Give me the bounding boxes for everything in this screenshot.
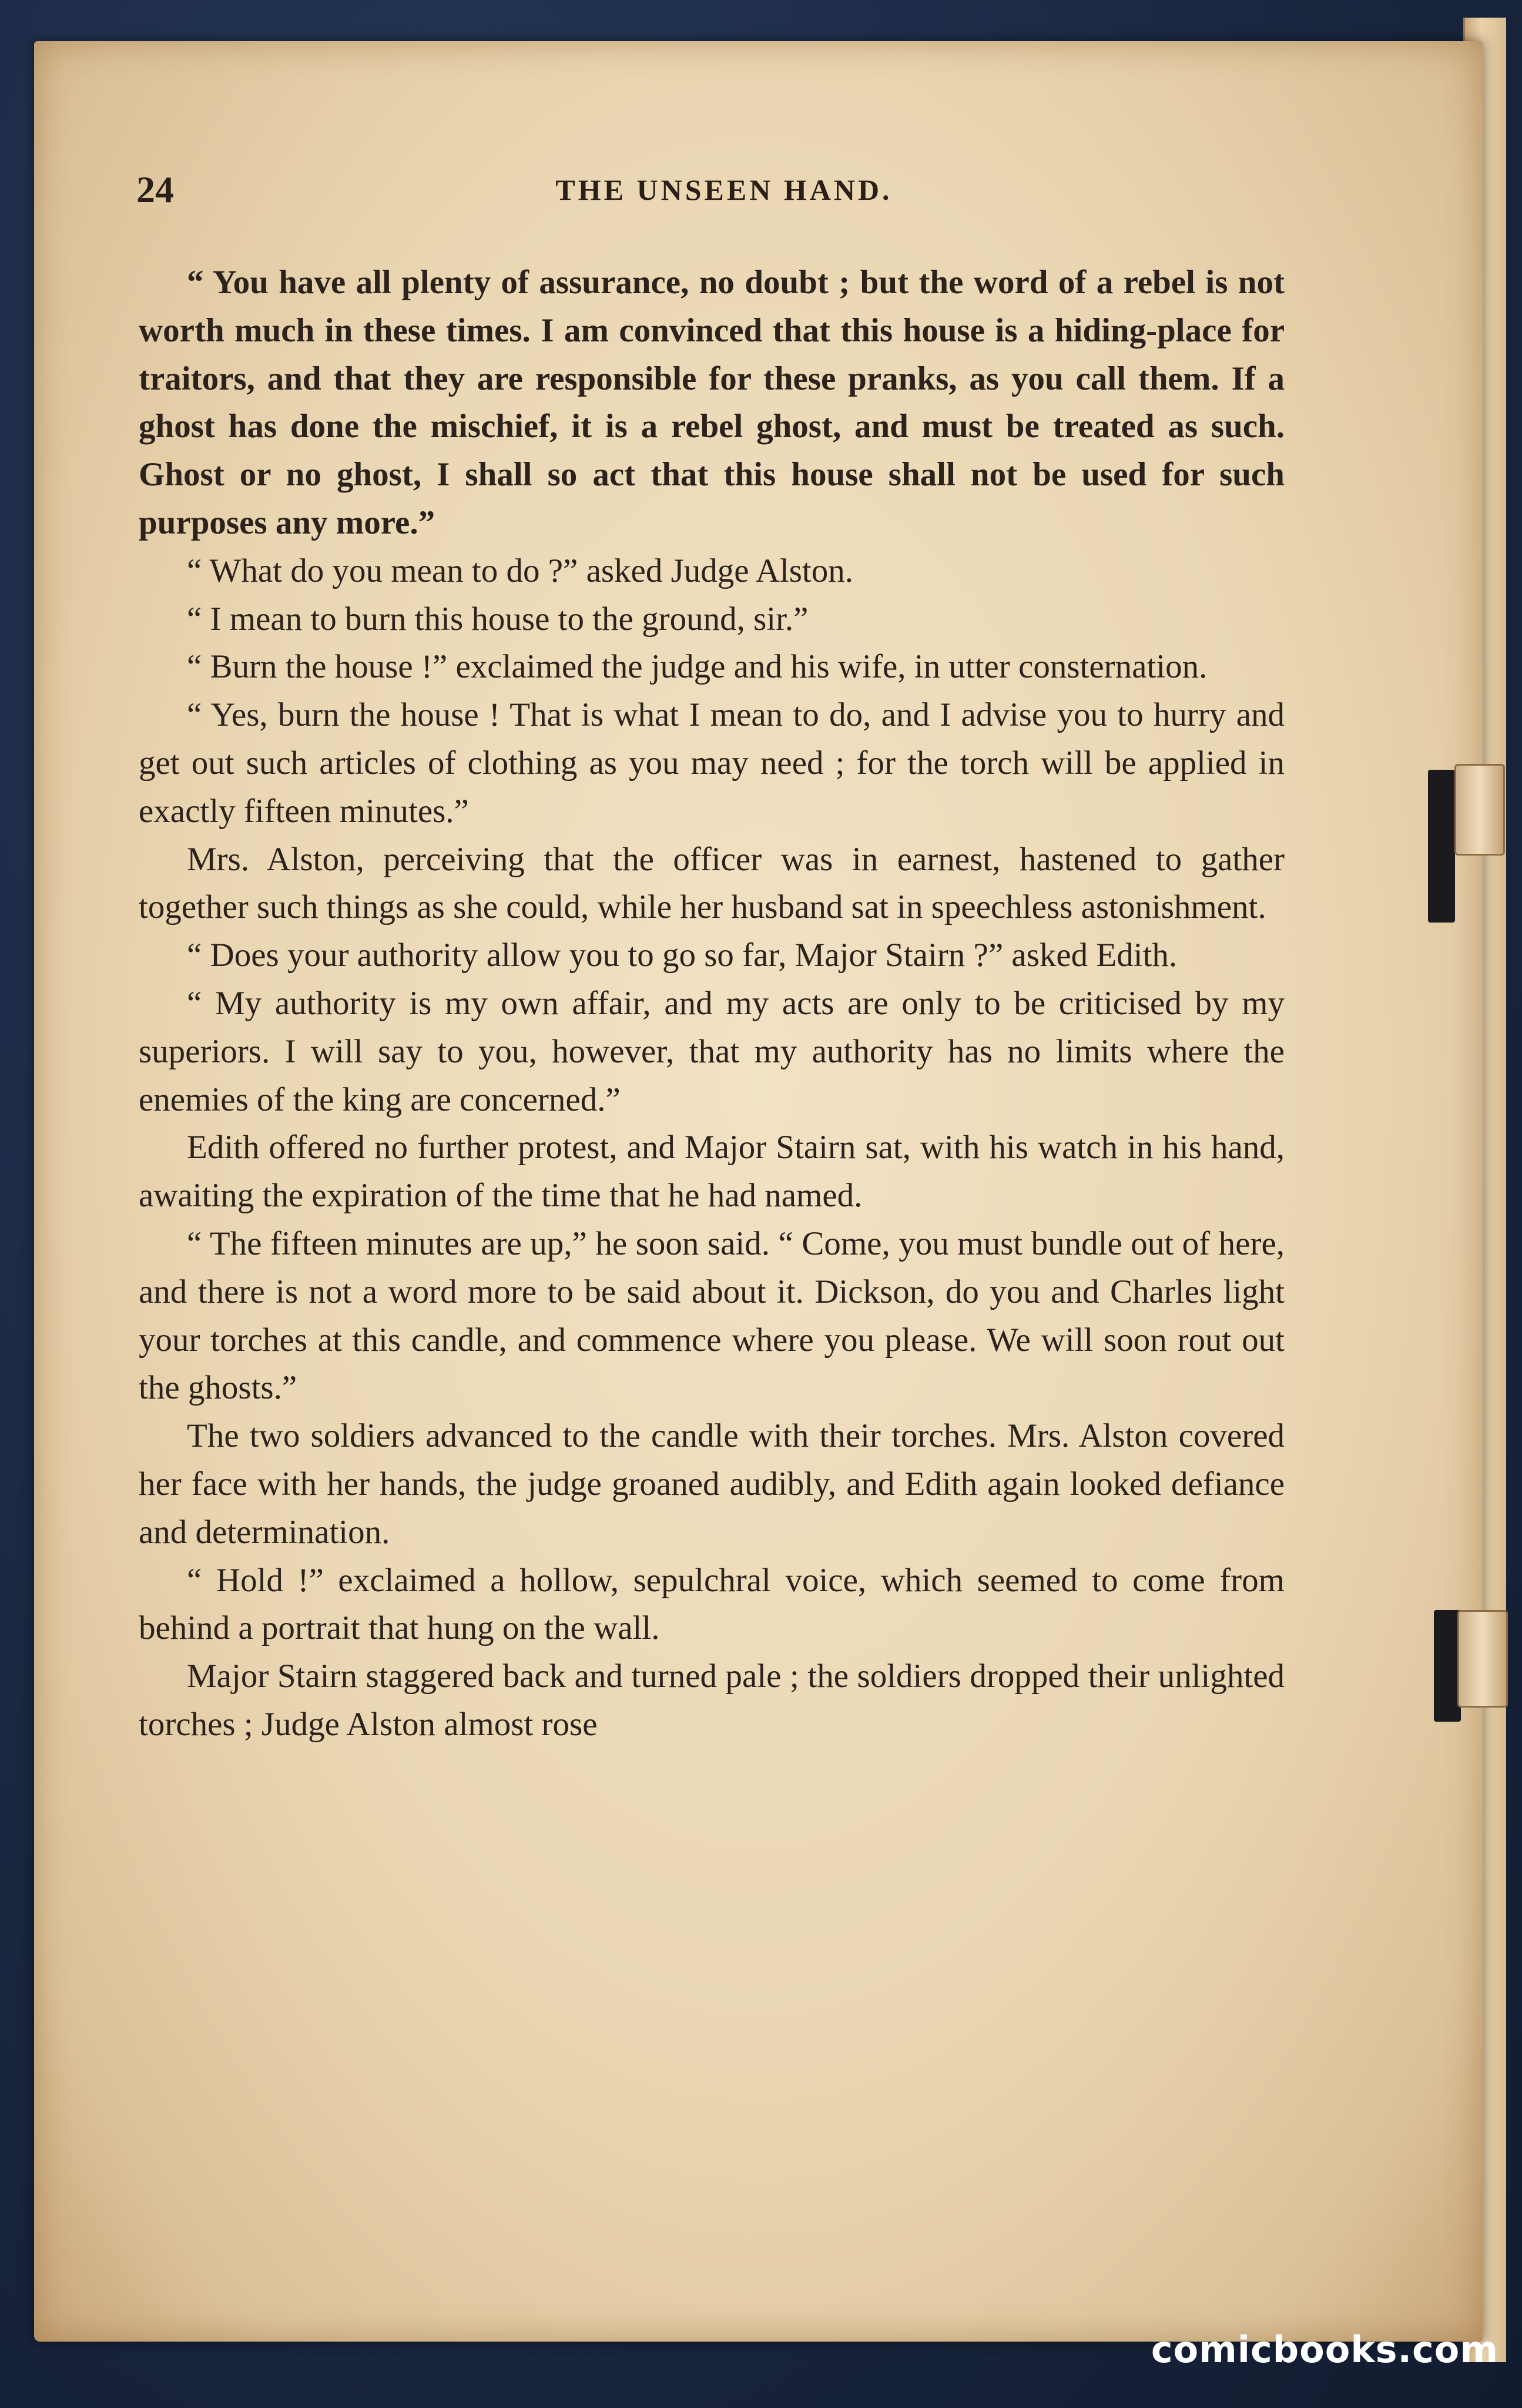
page-number: 24: [136, 169, 174, 210]
paragraph: Edith offered no further protest, and Major Stairn sat, with his watch in his hand, awaiting the expiration of the time that he had named.: [139, 1129, 1285, 1215]
book-title: THE UNSEEN HAND.: [555, 173, 893, 206]
paragraph: The two soldiers advanced to the candle with their torches. Mrs. Alston covered her face with her hands, the judge groaned audibly, and Edith again looked defiance and determination.: [139, 1417, 1285, 1551]
binding-clip-top: [1454, 764, 1505, 856]
paragraph: “ Burn the house !” exclaimed the judge and his wife, in utter consternation.: [187, 648, 1208, 686]
watermark: comicbooks.com: [1151, 2328, 1498, 2371]
running-header: [136, 163, 1300, 216]
paragraph: “ I mean to burn this house to the ground, sir.”: [187, 600, 809, 638]
paragraph: “ My authority is my own affair, and my acts are only to be criticised by my superiors. I will say to you, however, that my authority has no limits where the enemies of the king are concerned.”: [139, 984, 1285, 1118]
paragraph: “ Hold !” exclaimed a hollow, sepulchral voice, which seemed to come from behind a portrait that hung on the wall.: [139, 1561, 1285, 1647]
paragraph: Mrs. Alston, perceiving that the officer was in earnest, hastened to gather together such things as she could, while her husband sat in speechless astonishment.: [139, 840, 1285, 926]
paragraph: “ What do you mean to do ?” asked Judge Alston.: [187, 552, 853, 589]
page-text: [139, 259, 1285, 2209]
paragraph: “ The fifteen minutes are up,” he soon said. “ Come, you must bundle out of here, and there is not a word more to be said about it. Dickson, do you and Charles light your torches at this candle, and commence where you please. We will soon rout out the ghosts.”: [139, 1225, 1285, 1407]
paragraph: Major Stairn staggered back and turned pale ; the soldiers dropped their unlighted torches ; Judge Alston almost rose: [139, 1658, 1285, 1743]
binding-clip-bottom: [1457, 1610, 1508, 1708]
paragraph: “ Does your authority allow you to go so far, Major Stairn ?” asked Edith.: [187, 937, 1178, 974]
paragraph: “ Yes, burn the house ! That is what I mean to do, and I advise you to hurry and get out such articles of clothing as you may need ; for the torch will be applied in exactly fifteen minutes.”: [139, 696, 1285, 830]
binding-tape-top: [1428, 770, 1455, 923]
paragraph: “ You have all plenty of assurance, no doubt ; but the word of a rebel is not worth much in these times. I am convinced that this house is a hiding-place for traitors, and that they are responsible for these pranks, as you call them. If a ghost has done the mischief, it is a rebel ghost, and must be treated as such. Ghost or no ghost, I shall so act that this house shall not be used for such purposes any more.”: [139, 264, 1285, 541]
